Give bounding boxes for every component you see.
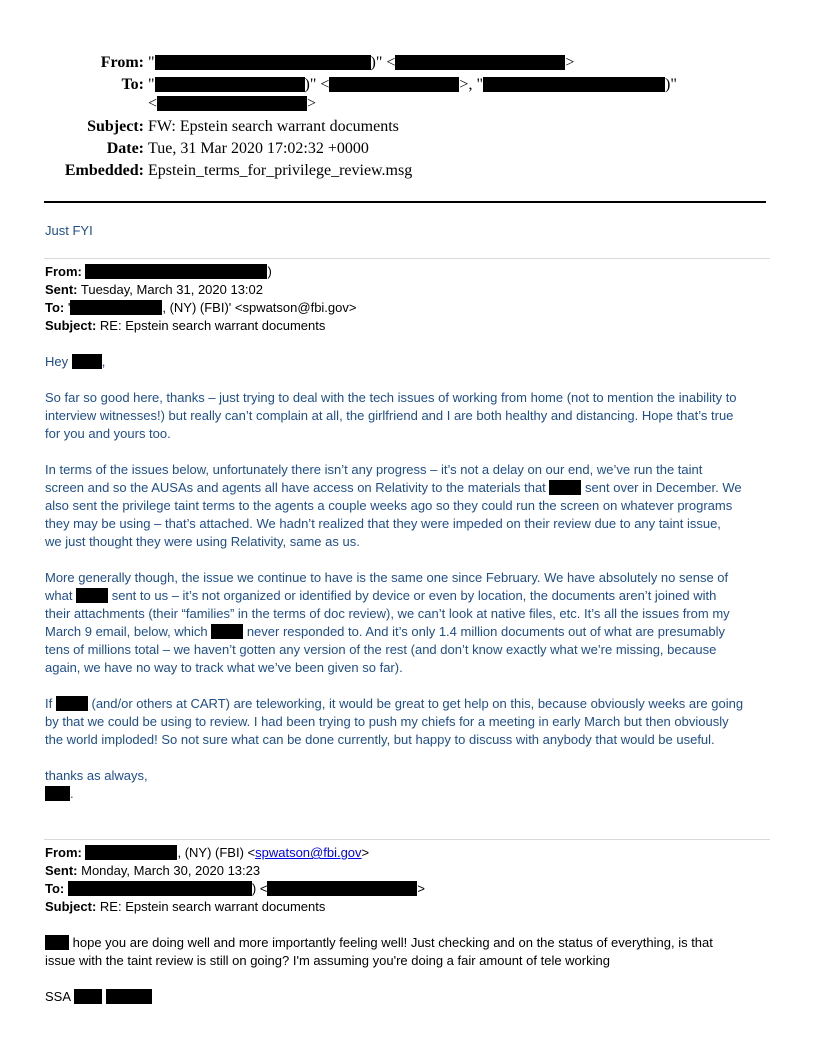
msg1-to-line: To: ' , (NY) (FBI)' <spwatson@fbi.gov> xyxy=(45,300,357,315)
msg1-sent-value: Tuesday, March 31, 2020 13:02 xyxy=(80,282,264,297)
header-date-label: Date: xyxy=(106,140,144,157)
msg2-subject-line xyxy=(45,898,325,916)
text-line: they may be using – that’s attached. We hadn’t realized that they were impeded on their review due to any taint issue, xyxy=(45,516,721,531)
redaction xyxy=(106,989,152,1004)
redaction xyxy=(56,696,88,711)
msg1-paragraph-1 xyxy=(45,389,780,443)
msg1-greeting: Hey , xyxy=(45,354,106,369)
header-subject-value: FW: Epstein search warrant documents xyxy=(148,118,399,135)
header-to-value: " )" < >, " )" xyxy=(148,76,677,93)
text-line: the world imploded! So not sure what can be done currently, but happy to discuss with anybody that would be useful. xyxy=(45,732,715,747)
text-line: interview witnesses!) but really can’t complain at all, the girlfriend and I are both healthy and distancing. Hope that’s true xyxy=(45,408,734,423)
text-line: their attachments (their “families” in the terms of doc review), we can’t look at native files, etc. It’s all the issues from my xyxy=(45,606,730,621)
msg1-paragraph-4 xyxy=(45,695,780,749)
text-line: tens of millions total – we haven’t gotten any version of the rest (and don’t know exactly what we’re missing, because xyxy=(45,642,717,657)
text-line: So far so good here, thanks – just trying to deal with the tech issues of working from home (not to mention the inability to xyxy=(45,390,737,405)
text-line: If (and/or others at CART) are teleworking, it would be great to get help on this, because obviously weeks are going xyxy=(45,696,744,711)
msg2-sent-value: Monday, March 30, 2020 13:23 xyxy=(81,863,261,878)
redaction xyxy=(74,989,102,1004)
header-divider xyxy=(44,201,766,203)
msg1-from-line: From: ) xyxy=(45,264,272,279)
redaction xyxy=(267,881,417,896)
header-embedded-label: Embedded: xyxy=(64,162,144,179)
redaction xyxy=(45,786,70,801)
msg2-signature: SSA xyxy=(45,988,152,1006)
fyi-text: Just FYI xyxy=(45,223,93,238)
msg2-body-line-1: hope you are doing well and more importantly feeling well! Just checking and on the status of everything, is that xyxy=(45,934,713,952)
header-date-value: Tue, 31 Mar 2020 17:02:32 +0000 xyxy=(148,140,369,157)
msg2-to-label: To: xyxy=(45,881,65,896)
header-to-label: To: xyxy=(121,76,144,93)
redaction xyxy=(72,354,102,369)
text-line: More generally though, the issue we continue to have is the same one since February. We have absolutely no sense of xyxy=(45,570,729,585)
msg2-subject-value: RE: Epstein search warrant documents xyxy=(99,899,326,914)
msg1-to-value: , (NY) (FBI)' <spwatson@fbi.gov> xyxy=(162,300,357,315)
header-embedded-value: Epstein_terms_for_privilege_review.msg xyxy=(148,162,413,179)
msg2-subject-label: Subject: xyxy=(45,899,97,914)
redaction xyxy=(157,96,307,111)
text-line: In terms of the issues below, unfortunately there isn’t any progress – it’s not a delay on our end, we’ve run the taint xyxy=(45,462,703,477)
text-line: also sent the privilege taint terms to the agents a couple weeks ago so they could run the screen on whatever programs xyxy=(45,498,733,513)
redaction xyxy=(45,935,69,950)
header-from-value: " )" < > xyxy=(148,54,575,71)
msg1-from-label: From: xyxy=(45,264,82,279)
message-separator xyxy=(44,258,770,259)
msg1-to-label: To: xyxy=(45,300,65,315)
redaction xyxy=(155,77,305,92)
text-line: March 9 email, below, which never responded to. And it’s only 1.4 million documents out of what are presumably xyxy=(45,624,725,639)
msg1-paragraph-2 xyxy=(45,461,780,551)
redaction xyxy=(549,480,581,495)
msg1-signature: . xyxy=(45,785,74,803)
msg1-subject-value: RE: Epstein search warrant documents xyxy=(99,318,326,333)
msg1-sent-line xyxy=(45,281,263,299)
msg1-subject-line xyxy=(45,317,325,335)
text-line: what sent to us – it’s not organized or identified by device or even by location, the documents aren’t joined with xyxy=(45,588,717,603)
msg1-paragraph-3 xyxy=(45,569,780,677)
header-to-row-cont: < > xyxy=(148,95,317,112)
text-line: we just thought they were using Relativity, same as us. xyxy=(45,534,360,549)
msg1-sent-label: Sent: xyxy=(45,282,78,297)
redaction xyxy=(70,300,162,315)
msg2-sent-line xyxy=(45,862,260,880)
redaction xyxy=(68,881,252,896)
text-line: screen and so the AUSAs and agents all have access on Relativity to the materials that sent over in December. We xyxy=(45,480,742,495)
redaction xyxy=(211,624,243,639)
redaction xyxy=(329,77,459,92)
redaction xyxy=(483,77,665,92)
msg2-from-email-link[interactable]: spwatson@fbi.gov xyxy=(255,845,362,860)
header-from-label: From: xyxy=(100,54,144,71)
message-separator xyxy=(44,839,770,840)
msg1-signoff: thanks as always, xyxy=(45,768,148,783)
redaction xyxy=(85,845,177,860)
msg2-from-line: From: , (NY) (FBI) <spwatson@fbi.gov> xyxy=(45,845,370,860)
text-line: for you and yours too. xyxy=(45,426,171,441)
redaction xyxy=(155,55,371,70)
msg2-to-line: To: ) < > xyxy=(45,881,426,896)
redaction xyxy=(85,264,267,279)
redaction xyxy=(76,588,108,603)
msg2-body-line-2: issue with the taint review is still on going? I'm assuming you're doing a fair amount of tele working xyxy=(45,953,610,968)
text-line: again, we have no way to track what we’ve been given so far). xyxy=(45,660,403,675)
text-line: by that we could be using to review. I had been trying to push my chiefs for a meeting in early March but then obviously xyxy=(45,714,729,729)
msg1-subject-label: Subject: xyxy=(45,318,97,333)
msg2-from-label: From: xyxy=(45,845,82,860)
header-subject-label: Subject: xyxy=(87,118,144,135)
redaction xyxy=(395,55,565,70)
msg2-sent-label: Sent: xyxy=(45,863,78,878)
